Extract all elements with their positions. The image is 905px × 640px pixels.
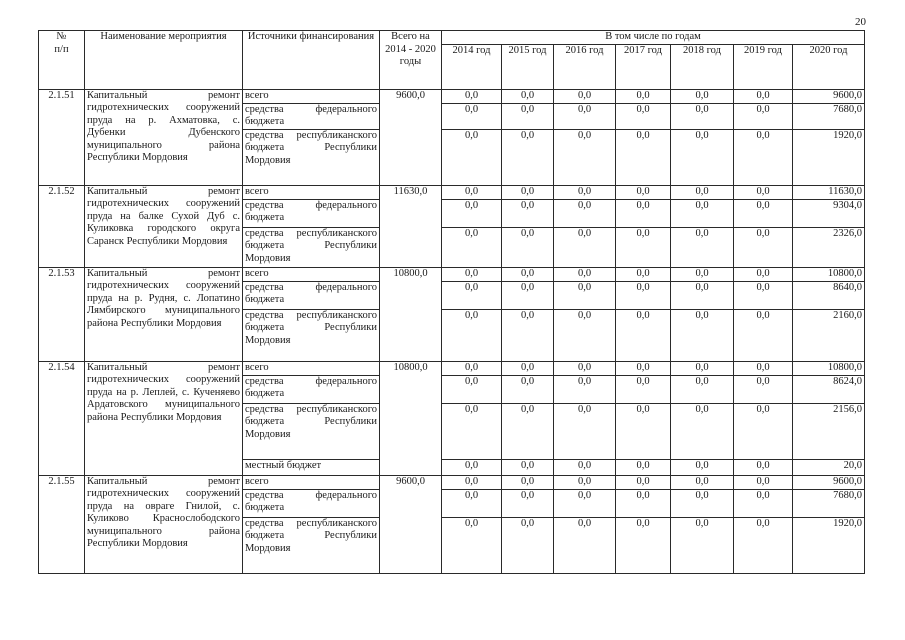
year-value: 0,0 — [442, 185, 502, 199]
year-value: 0,0 — [502, 129, 554, 185]
year-value: 0,0 — [616, 199, 671, 227]
year-value: 0,0 — [671, 375, 734, 403]
year-value: 0,0 — [671, 199, 734, 227]
year-value: 0,0 — [734, 459, 793, 475]
table-row — [39, 89, 865, 103]
year-value: 0,0 — [502, 309, 554, 361]
year-value: 0,0 — [616, 267, 671, 281]
header-name: Наименование мероприятия — [85, 31, 243, 90]
header-source: Источники финансирования — [243, 31, 380, 90]
year-value: 0,0 — [442, 375, 502, 403]
year-value: 0,0 — [442, 403, 502, 459]
year-value: 9304,0 — [793, 199, 865, 227]
year-value: 2326,0 — [793, 227, 865, 267]
year-value: 0,0 — [502, 403, 554, 459]
item-name: Капитальный ремонт гидротехнических сооружений пруда на р. Леплей, с. Кученяево Ардатовского муниципального района Республики Мордовия — [85, 361, 243, 475]
year-value: 0,0 — [671, 185, 734, 199]
year-value: 0,0 — [502, 489, 554, 517]
year-value: 0,0 — [734, 281, 793, 309]
header-year: 2018 год — [671, 44, 734, 89]
year-value: 0,0 — [734, 267, 793, 281]
year-value: 9600,0 — [793, 89, 865, 103]
funding-source: средства республиканского бюджета Республики Мордовия — [243, 517, 380, 573]
year-value: 0,0 — [554, 199, 616, 227]
year-value: 7680,0 — [793, 489, 865, 517]
year-value: 10800,0 — [793, 267, 865, 281]
header-year: 2017 год — [616, 44, 671, 89]
table-row — [39, 267, 865, 281]
year-value: 0,0 — [616, 281, 671, 309]
year-value: 0,0 — [502, 185, 554, 199]
year-value: 0,0 — [502, 459, 554, 475]
year-value: 0,0 — [502, 267, 554, 281]
year-value: 0,0 — [734, 185, 793, 199]
funding-source: всего — [243, 267, 380, 281]
year-value: 0,0 — [734, 475, 793, 489]
year-value: 0,0 — [616, 361, 671, 375]
item-number: 2.1.51 — [39, 89, 85, 185]
year-value: 0,0 — [616, 103, 671, 129]
year-value: 1920,0 — [793, 517, 865, 573]
year-value: 0,0 — [442, 281, 502, 309]
year-value: 0,0 — [671, 281, 734, 309]
year-value: 0,0 — [442, 227, 502, 267]
year-value: 0,0 — [616, 475, 671, 489]
header-year: 2020 год — [793, 44, 865, 89]
item-number: 2.1.53 — [39, 267, 85, 361]
year-value: 0,0 — [616, 375, 671, 403]
funding-source: всего — [243, 89, 380, 103]
year-value: 0,0 — [554, 309, 616, 361]
item-name: Капитальный ремонт гидротехнических сооружений пруда на р. Рудня, с. Лопатино Лямбирского муниципального района Республики Мордовия — [85, 267, 243, 361]
year-value: 0,0 — [442, 361, 502, 375]
funding-source: всего — [243, 185, 380, 199]
year-value: 9600,0 — [793, 475, 865, 489]
year-value: 0,0 — [616, 227, 671, 267]
year-value: 0,0 — [671, 227, 734, 267]
table-row — [39, 475, 865, 489]
year-value: 0,0 — [671, 309, 734, 361]
year-value: 0,0 — [671, 129, 734, 185]
item-name: Капитальный ремонт гидротехнических сооружений пруда на р. Ахматовка, с. Дубенки Дубенского муниципального района Республики Мордовия — [85, 89, 243, 185]
year-value: 0,0 — [502, 475, 554, 489]
year-value: 0,0 — [734, 403, 793, 459]
funding-source: средства республиканского бюджета Республики Мордовия — [243, 129, 380, 185]
year-value: 0,0 — [442, 129, 502, 185]
year-value: 0,0 — [671, 267, 734, 281]
year-value: 7680,0 — [793, 103, 865, 129]
year-value: 0,0 — [554, 129, 616, 185]
year-value: 0,0 — [502, 281, 554, 309]
year-value: 0,0 — [442, 459, 502, 475]
year-value: 0,0 — [554, 489, 616, 517]
item-number: 2.1.55 — [39, 475, 85, 573]
year-value: 0,0 — [671, 361, 734, 375]
year-value: 10800,0 — [793, 361, 865, 375]
year-value: 8624,0 — [793, 375, 865, 403]
year-value: 0,0 — [554, 267, 616, 281]
funding-source: средства федерального бюджета — [243, 375, 380, 403]
header-year: 2014 год — [442, 44, 502, 89]
funding-table — [38, 30, 865, 574]
funding-source: всего — [243, 361, 380, 375]
year-value: 0,0 — [616, 89, 671, 103]
year-value: 0,0 — [734, 103, 793, 129]
year-value: 0,0 — [554, 227, 616, 267]
year-value: 0,0 — [502, 89, 554, 103]
funding-source: местный бюджет — [243, 459, 380, 475]
year-value: 0,0 — [442, 517, 502, 573]
item-number: 2.1.52 — [39, 185, 85, 267]
total-2014-2020: 10800,0 — [380, 267, 442, 361]
year-value: 0,0 — [502, 375, 554, 403]
year-value: 0,0 — [671, 459, 734, 475]
year-value: 11630,0 — [793, 185, 865, 199]
header-year: 2015 год — [502, 44, 554, 89]
year-value: 0,0 — [734, 309, 793, 361]
year-value: 0,0 — [502, 361, 554, 375]
year-value: 0,0 — [734, 129, 793, 185]
item-name: Капитальный ремонт гидротехнических сооружений пруда на балке Сухой Дуб с. Куликовка городского округа Саранск Республики Мордовия — [85, 185, 243, 267]
year-value: 0,0 — [554, 281, 616, 309]
year-value: 0,0 — [554, 403, 616, 459]
year-value: 0,0 — [554, 475, 616, 489]
year-value: 0,0 — [671, 89, 734, 103]
year-value: 8640,0 — [793, 281, 865, 309]
year-value: 0,0 — [616, 129, 671, 185]
year-value: 0,0 — [616, 403, 671, 459]
year-value: 2156,0 — [793, 403, 865, 459]
year-value: 0,0 — [502, 517, 554, 573]
year-value: 2160,0 — [793, 309, 865, 361]
funding-source: средства федерального бюджета — [243, 199, 380, 227]
header-years-group: В том числе по годам — [442, 31, 865, 45]
year-value: 0,0 — [554, 375, 616, 403]
year-value: 0,0 — [616, 489, 671, 517]
item-number: 2.1.54 — [39, 361, 85, 475]
year-value: 0,0 — [616, 309, 671, 361]
total-2014-2020: 9600,0 — [380, 89, 442, 185]
funding-source: средства федерального бюджета — [243, 103, 380, 129]
header-number: № п/п — [39, 31, 85, 90]
table-row — [39, 361, 865, 375]
year-value: 0,0 — [442, 489, 502, 517]
year-value: 0,0 — [442, 309, 502, 361]
year-value: 1920,0 — [793, 129, 865, 185]
year-value: 0,0 — [734, 375, 793, 403]
year-value: 0,0 — [671, 475, 734, 489]
year-value: 0,0 — [502, 103, 554, 129]
year-value: 0,0 — [554, 89, 616, 103]
total-2014-2020: 11630,0 — [380, 185, 442, 267]
year-value: 0,0 — [734, 517, 793, 573]
year-value: 0,0 — [671, 403, 734, 459]
year-value: 0,0 — [554, 459, 616, 475]
year-value: 0,0 — [442, 89, 502, 103]
year-value: 0,0 — [616, 459, 671, 475]
year-value: 0,0 — [502, 227, 554, 267]
year-value: 0,0 — [442, 475, 502, 489]
year-value: 20,0 — [793, 459, 865, 475]
year-value: 0,0 — [671, 103, 734, 129]
year-value: 0,0 — [554, 185, 616, 199]
year-value: 0,0 — [554, 361, 616, 375]
funding-source: средства федерального бюджета — [243, 489, 380, 517]
total-2014-2020: 9600,0 — [380, 475, 442, 573]
funding-source: средства республиканского бюджета Республики Мордовия — [243, 227, 380, 267]
page-number: 20 — [855, 16, 866, 28]
year-value: 0,0 — [734, 199, 793, 227]
year-value: 0,0 — [734, 89, 793, 103]
funding-source: всего — [243, 475, 380, 489]
table-row — [39, 185, 865, 199]
funding-source: средства республиканского бюджета Республики Мордовия — [243, 309, 380, 361]
year-value: 0,0 — [671, 517, 734, 573]
header-year: 2016 год — [554, 44, 616, 89]
year-value: 0,0 — [442, 267, 502, 281]
funding-source: средства федерального бюджета — [243, 281, 380, 309]
year-value: 0,0 — [616, 185, 671, 199]
year-value: 0,0 — [616, 517, 671, 573]
year-value: 0,0 — [734, 227, 793, 267]
year-value: 0,0 — [734, 361, 793, 375]
year-value: 0,0 — [502, 199, 554, 227]
total-2014-2020: 10800,0 — [380, 361, 442, 475]
year-value: 0,0 — [554, 517, 616, 573]
funding-source: средства республиканского бюджета Республики Мордовия — [243, 403, 380, 459]
year-value: 0,0 — [554, 103, 616, 129]
header-year: 2019 год — [734, 44, 793, 89]
year-value: 0,0 — [671, 489, 734, 517]
year-value: 0,0 — [442, 199, 502, 227]
year-value: 0,0 — [734, 489, 793, 517]
item-name: Капитальный ремонт гидротехнических сооружений пруда на овраге Гнилой, с. Куликово Краснослободского муниципального района Республики Мордовия — [85, 475, 243, 573]
header-total: Всего на 2014 - 2020 годы — [380, 31, 442, 90]
year-value: 0,0 — [442, 103, 502, 129]
